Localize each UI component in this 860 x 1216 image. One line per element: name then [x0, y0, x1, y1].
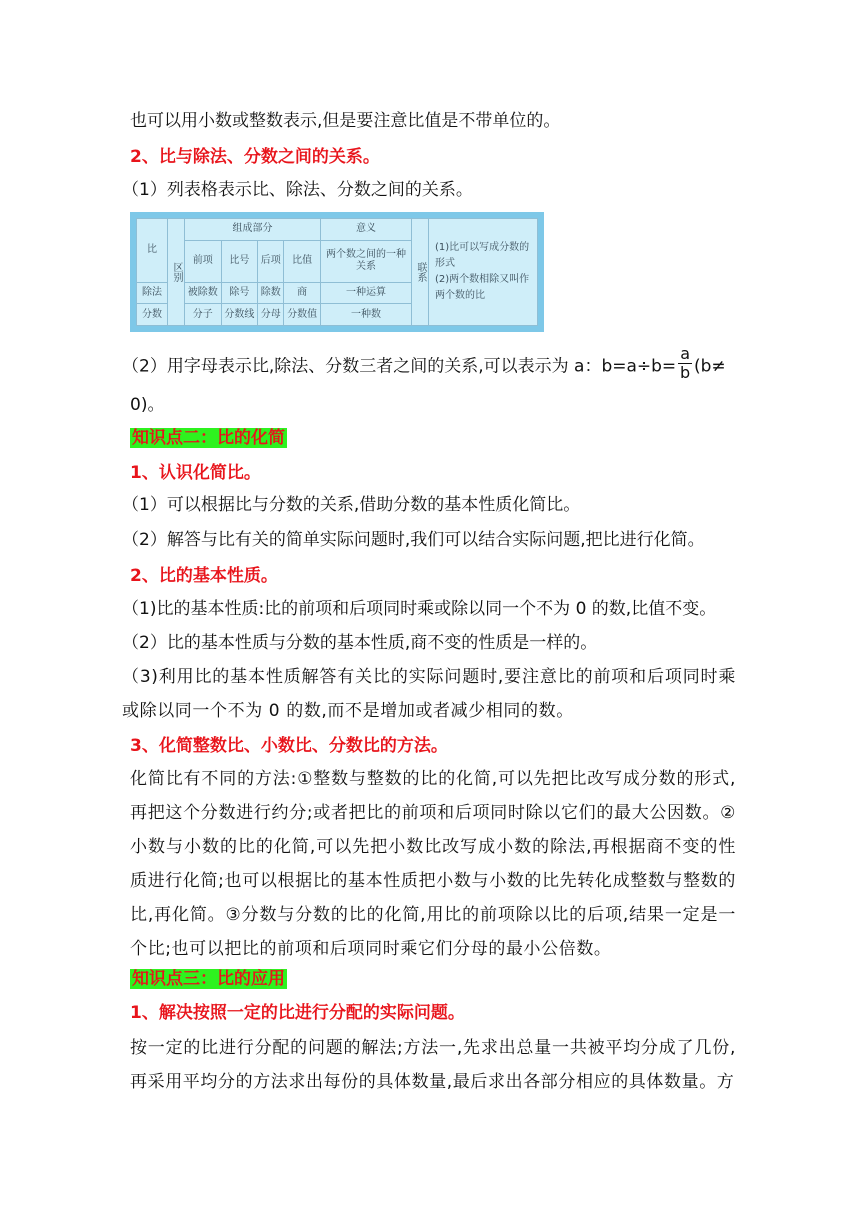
section-heading: 2、比与除法、分数之间的关系。	[130, 147, 380, 167]
text-line: （1）列表格表示比、除法、分数之间的关系。	[122, 180, 473, 200]
table-cell: 一种运算	[321, 282, 412, 304]
table-cell: 分子	[185, 304, 222, 326]
table-cell: 分母	[258, 304, 284, 326]
table-header: 组成部分	[185, 219, 321, 241]
table-cell: 被除数	[185, 282, 222, 304]
text-line: （2）用字母表示比,除法、分数三者之间的关系,可以表示为 a：b=a÷b= $\frac{a}{b}$ (b≠	[122, 344, 726, 382]
table-cell: 除号	[221, 282, 258, 304]
table-note: (1)比可以写成分数的形式 (2)两个数相除又叫作两个数的比	[429, 219, 538, 326]
section-heading: 3、化简整数比、小数比、分数比的方法。	[130, 736, 448, 756]
knowledge-point-heading: 知识点二：比的化简	[132, 428, 285, 448]
table-cell: 除法	[137, 282, 168, 304]
table-cell: 分数线	[221, 304, 258, 326]
section-heading: 1、解决按照一定的比进行分配的实际问题。	[130, 1003, 465, 1023]
table-cell: 后项	[258, 240, 284, 282]
table-cell: 比值	[284, 240, 321, 282]
table-cell: 一种数	[321, 304, 412, 326]
table-cell: 区别	[168, 219, 185, 326]
table-cell: 比号	[221, 240, 258, 282]
table-cell: 两个数之间的一种关系	[321, 240, 412, 282]
paragraph: 按一定的比进行分配的问题的解法;方法一,先求出总量一共被平均分成了几份,再采用平均分的方法求出每份的具体数量,最后求出各部分相应的具体数量。方	[130, 1038, 736, 1092]
section-heading: 2、比的基本性质。	[130, 566, 278, 586]
table-cell: 联系	[412, 219, 429, 326]
text-line: （1)比的基本性质:比的前项和后项同时乘或除以同一个不为 0 的数,比值不变。	[122, 599, 717, 619]
section-heading: 1、认识化简比。	[130, 463, 261, 483]
knowledge-point-heading: 知识点三：比的应用	[132, 969, 285, 989]
text-line: 0)。	[130, 395, 165, 415]
table-cell: 比	[137, 219, 168, 283]
text-line: （2）解答与比有关的简单实际问题时,我们可以结合实际问题,把比进行化简。	[122, 530, 705, 550]
table-cell: 除数	[258, 282, 284, 304]
table-header: 意义	[321, 219, 412, 241]
table-cell: 分数值	[284, 304, 321, 326]
table-cell: 分数	[137, 304, 168, 326]
fraction: $\frac{a}{b}$	[680, 344, 691, 382]
text-line: （1）可以根据比与分数的关系,借助分数的基本性质化简比。	[122, 495, 581, 515]
text-line: （2）比的基本性质与分数的基本性质,商不变的性质是一样的。	[122, 633, 598, 653]
paragraph: 化简比有不同的方法:①整数与整数的比的化简,可以先把比改写成分数的形式,再把这个分数进行约分;或者把比的前项和后项同时除以它们的最大公因数。②小数与小数的比的化简,可以先把小数比改写成小数的除法,再根据商不变的性质进行化简;也可以根据比的基本性质把小数与小数的比先转化成整数与整数的比,再化简。③分数与分数的比的化简,用比的前项除以比的后项,结果一定是一个比;也可以把比的前项和后项同时乘它们分母的最小公倍数。	[130, 769, 736, 959]
relation-table-image	[130, 212, 544, 332]
table-cell: 前项	[185, 240, 222, 282]
paragraph: （3)利用比的基本性质解答有关比的实际问题时,要注意比的前项和后项同时乘或除以同一个不为 0 的数,而不是增加或者减少相同的数。	[122, 667, 736, 721]
text-line: 也可以用小数或整数表示,但是要注意比值是不带单位的。	[130, 111, 561, 131]
table-cell: 商	[284, 282, 321, 304]
